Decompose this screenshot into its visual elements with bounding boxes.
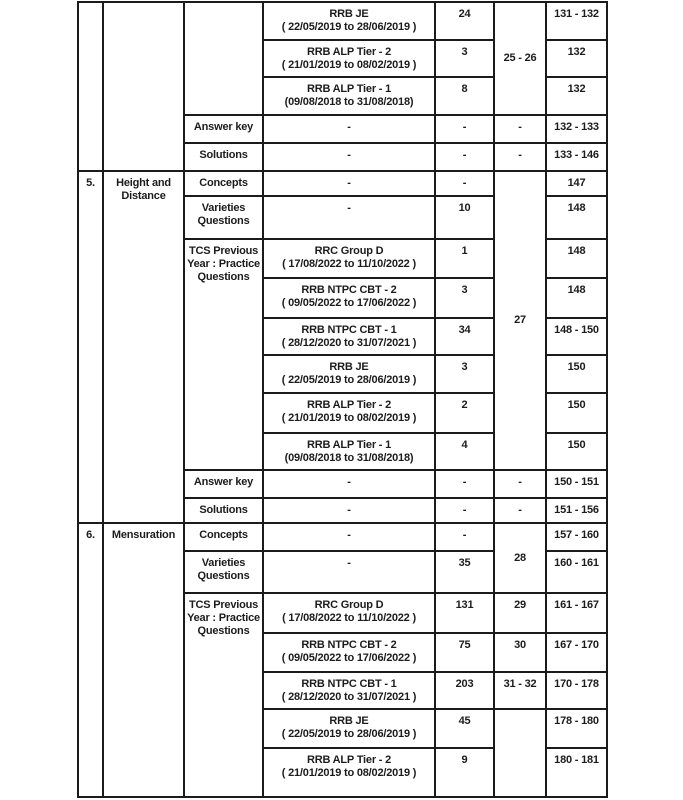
pages-cell: 151 - 156 bbox=[546, 498, 607, 523]
questions-cell: - bbox=[435, 143, 494, 171]
pages-cell: 170 - 178 bbox=[546, 672, 607, 709]
questions-cell: 35 bbox=[435, 551, 494, 593]
chapter-cell: 29 bbox=[494, 593, 546, 633]
varieties-cell: Varieties Questions bbox=[184, 551, 263, 593]
chapter-cell: 28 bbox=[494, 523, 546, 593]
exam-date: ( 22/05/2019 to 28/06/2019 ) bbox=[281, 21, 417, 33]
table-row bbox=[78, 523, 607, 551]
questions-cell: - bbox=[435, 523, 494, 551]
questions-cell: - bbox=[435, 115, 494, 143]
exam-name: RRC Group D bbox=[314, 599, 384, 611]
questions-cell: 203 bbox=[435, 672, 494, 709]
topic-cell: Height and Distance bbox=[103, 171, 184, 523]
table-row bbox=[78, 2, 607, 40]
questions-cell: 10 bbox=[435, 196, 494, 239]
exam-cell: - bbox=[263, 171, 435, 196]
exam-date: (09/08/2018 to 31/08/2018) bbox=[284, 96, 414, 108]
exam-name: RRB NTPC CBT - 1 bbox=[301, 678, 397, 690]
exam-cell bbox=[263, 633, 435, 672]
exam-date: ( 22/05/2019 to 28/06/2019 ) bbox=[281, 728, 417, 740]
pages-cell: 178 - 180 bbox=[546, 709, 607, 748]
table-row bbox=[78, 171, 607, 196]
questions-cell: 45 bbox=[435, 709, 494, 748]
answer-key-cell: Answer key bbox=[184, 115, 263, 143]
questions-cell: - bbox=[435, 171, 494, 196]
exam-date: ( 17/08/2022 to 11/10/2022 ) bbox=[282, 258, 416, 270]
exam-cell bbox=[263, 40, 435, 77]
chapter-cell: 31 - 32 bbox=[494, 672, 546, 709]
chapter-cell: - bbox=[494, 498, 546, 523]
pages-cell: 132 bbox=[546, 77, 607, 115]
pages-cell: 161 - 167 bbox=[546, 593, 607, 633]
exam-date: ( 21/01/2019 to 08/02/2019 ) bbox=[281, 412, 417, 424]
pages-cell: 150 bbox=[546, 433, 607, 470]
exam-date: ( 21/01/2019 to 08/02/2019 ) bbox=[281, 59, 417, 71]
exam-cell bbox=[263, 393, 435, 433]
varieties-cell: Varieties Questions bbox=[184, 196, 263, 239]
exam-name: RRB ALP Tier - 2 bbox=[306, 754, 391, 766]
pages-cell: 133 - 146 bbox=[546, 143, 607, 171]
exam-cell bbox=[263, 593, 435, 633]
topic-cell: Mensuration bbox=[103, 523, 184, 797]
questions-cell: 1 bbox=[435, 239, 494, 278]
exam-cell bbox=[263, 239, 435, 278]
exam-cell bbox=[263, 748, 435, 797]
exam-cell: - bbox=[263, 498, 435, 523]
exam-cell bbox=[263, 433, 435, 470]
pages-cell: 147 bbox=[546, 171, 607, 196]
pages-cell: 157 - 160 bbox=[546, 523, 607, 551]
pages-cell: 150 bbox=[546, 355, 607, 393]
questions-cell: 2 bbox=[435, 393, 494, 433]
questions-cell: 3 bbox=[435, 40, 494, 77]
exam-name: RRB ALP Tier - 1 bbox=[306, 439, 391, 451]
chapter-cell: 27 bbox=[494, 171, 546, 470]
contents-table bbox=[77, 1, 608, 798]
questions-cell: 34 bbox=[435, 318, 494, 355]
serial-cell: 5. bbox=[78, 171, 103, 523]
exam-cell: - bbox=[263, 551, 435, 593]
exam-date: ( 28/12/2020 to 31/07/2021 ) bbox=[281, 337, 417, 349]
pages-cell: 132 bbox=[546, 40, 607, 77]
exam-name: RRB NTPC CBT - 1 bbox=[301, 324, 397, 336]
tcs-label-cell: TCS Previous Year : Practice Questions bbox=[184, 239, 263, 470]
chapter-cell: - bbox=[494, 470, 546, 498]
exam-cell: - bbox=[263, 143, 435, 171]
solutions-cell: Solutions bbox=[184, 143, 263, 171]
exam-name: RRB ALP Tier - 2 bbox=[306, 399, 391, 411]
exam-cell: - bbox=[263, 470, 435, 498]
exam-cell bbox=[263, 355, 435, 393]
exam-cell: - bbox=[263, 115, 435, 143]
exam-name: RRB ALP Tier - 2 bbox=[306, 46, 391, 58]
concepts-cell: Concepts bbox=[184, 523, 263, 551]
exam-date: ( 21/01/2019 to 08/02/2019 ) bbox=[281, 767, 417, 779]
tcs-label-cell: TCS Previous Year : Practice Questions bbox=[184, 593, 263, 797]
topic-cell bbox=[103, 2, 184, 171]
exam-date: ( 09/05/2022 to 17/06/2022 ) bbox=[281, 652, 417, 664]
questions-cell: - bbox=[435, 498, 494, 523]
pages-cell: 131 - 132 bbox=[546, 2, 607, 40]
tcs-label-cell bbox=[184, 2, 263, 115]
questions-cell: - bbox=[435, 470, 494, 498]
exam-name: RRB JE bbox=[329, 361, 369, 373]
exam-date: ( 17/08/2022 to 11/10/2022 ) bbox=[282, 612, 416, 624]
exam-date: (09/08/2018 to 31/08/2018) bbox=[284, 452, 414, 464]
questions-cell: 8 bbox=[435, 77, 494, 115]
exam-date: ( 28/12/2020 to 31/07/2021 ) bbox=[281, 691, 417, 703]
exam-cell bbox=[263, 318, 435, 355]
questions-cell: 75 bbox=[435, 633, 494, 672]
exam-name: RRB ALP Tier - 1 bbox=[306, 83, 391, 95]
exam-name: RRB JE bbox=[329, 8, 369, 20]
concepts-cell: Concepts bbox=[184, 171, 263, 196]
questions-cell: 24 bbox=[435, 2, 494, 40]
exam-date: ( 22/05/2019 to 28/06/2019 ) bbox=[281, 374, 417, 386]
solutions-cell: Solutions bbox=[184, 498, 263, 523]
questions-cell: 9 bbox=[435, 748, 494, 797]
pages-cell: 148 bbox=[546, 278, 607, 318]
questions-cell: 131 bbox=[435, 593, 494, 633]
questions-cell: 3 bbox=[435, 278, 494, 318]
pages-cell: 150 bbox=[546, 393, 607, 433]
exam-name: RRB NTPC CBT - 2 bbox=[301, 639, 397, 651]
pages-cell: 160 - 161 bbox=[546, 551, 607, 593]
exam-name: RRC Group D bbox=[314, 245, 384, 257]
chapter-cell bbox=[494, 709, 546, 797]
exam-cell bbox=[263, 709, 435, 748]
exam-cell bbox=[263, 2, 435, 40]
serial-cell bbox=[78, 2, 103, 171]
exam-name: RRB JE bbox=[329, 715, 369, 727]
serial-cell: 6. bbox=[78, 523, 103, 797]
chapter-cell: - bbox=[494, 115, 546, 143]
exam-name: RRB NTPC CBT - 2 bbox=[301, 284, 397, 296]
pages-cell: 132 - 133 bbox=[546, 115, 607, 143]
chapter-cell: - bbox=[494, 143, 546, 171]
pages-cell: 148 bbox=[546, 239, 607, 278]
pages-cell: 150 - 151 bbox=[546, 470, 607, 498]
pages-cell: 180 - 181 bbox=[546, 748, 607, 797]
chapter-cell: 30 bbox=[494, 633, 546, 672]
exam-cell bbox=[263, 278, 435, 318]
pages-cell: 167 - 170 bbox=[546, 633, 607, 672]
exam-cell: - bbox=[263, 523, 435, 551]
answer-key-cell: Answer key bbox=[184, 470, 263, 498]
exam-date: ( 09/05/2022 to 17/06/2022 ) bbox=[281, 297, 417, 309]
questions-cell: 4 bbox=[435, 433, 494, 470]
chapter-cell: 25 - 26 bbox=[494, 2, 546, 115]
pages-cell: 148 bbox=[546, 196, 607, 239]
pages-cell: 148 - 150 bbox=[546, 318, 607, 355]
exam-cell bbox=[263, 77, 435, 115]
exam-cell bbox=[263, 672, 435, 709]
exam-cell: - bbox=[263, 196, 435, 239]
questions-cell: 3 bbox=[435, 355, 494, 393]
